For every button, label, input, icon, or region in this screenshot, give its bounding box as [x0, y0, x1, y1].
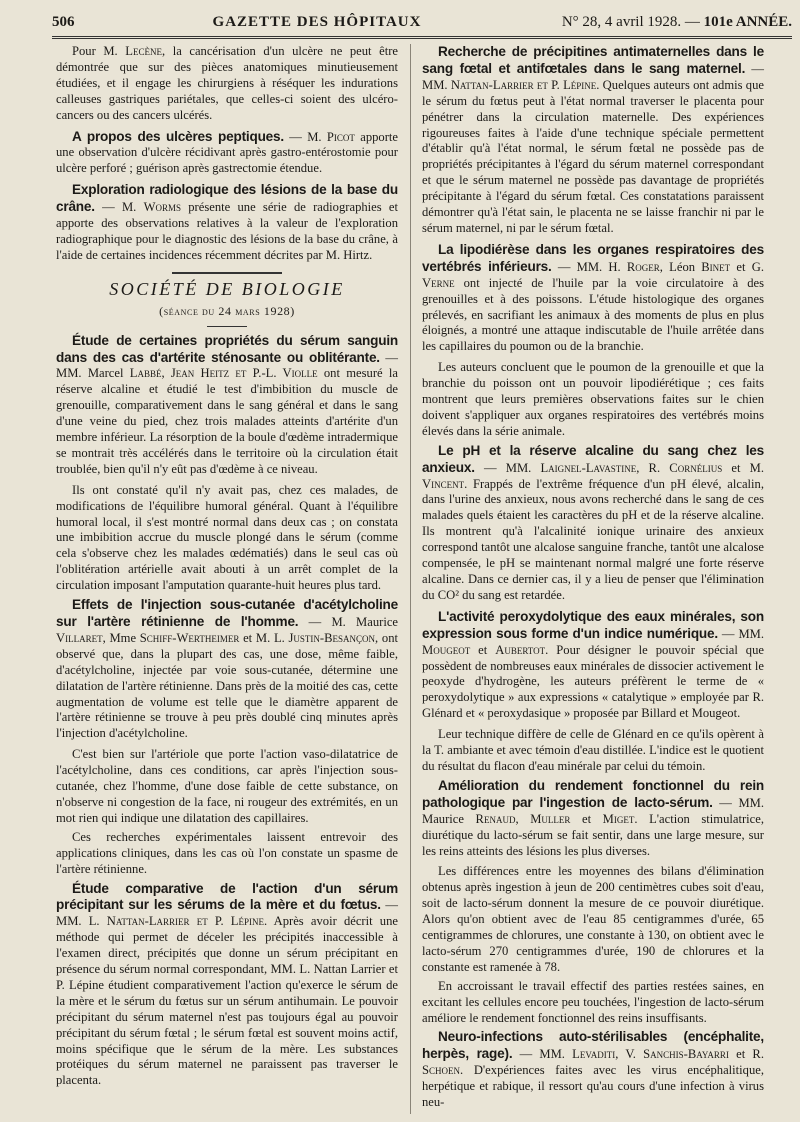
article-title: Le pH et la réserve alcaline du sang chez les anxieux. [422, 442, 764, 475]
journal-title: GAZETTE DES HÔPITAUX [212, 13, 422, 30]
article-neuro-infections: Neuro-infections auto-stérilisables (encéphalite, herpès, rage). — MM. Levaditi, V. Sanchis-Bayarri et R. Schoen. D'expériences faites avec les virus encéphalitique, herpétique et rabique, il ressort qu'au cours d'une infection à virus neu- [422, 1029, 764, 1110]
article-exploration: Exploration radiologique des lésions de la base du crâne. — M. Worms présente une série de radiographies et apporte des observations relatives à la valeur de l'exploration radiographique pour le diagnostic des lésions de la base du crâne, à l'aide de certaines incidences récemment décrites par M. Hirtz. [56, 182, 398, 262]
page-number: 506 [52, 13, 75, 30]
right-column [422, 44, 764, 1116]
article-serum-arterite: Étude de certaines propriétés du sérum sanguin dans des cas d'artérite sténosante ou oblitérante. — MM. Marcel Labbé, Jean Heitz et P.-L. Violle ont mesuré la réserve alcaline et étudié le test d'imbibition du muscle de grenouille, comparativement dans le sang général et dans le sang d'une veine du pied, chez trois malades atteints d'artérite d'un membre inférieur. La résorption de la boule d'œdème intradermique se montrait très accélérés dans le territoire où la circulation était troublée, bien qu'il n'y eût pas d'œdème à ce niveau. [56, 332, 398, 476]
article-title: Neuro-infections auto-stérilisables (encéphalite, herpès, rage). [422, 1029, 764, 1062]
article-precipitines: Recherche de précipitines antimaternelles dans le sang fœtal et antifœtales dans le sang maternel. — MM. Nattan-Larrier et P. Lépine. Quelques auteurs ont admis que le sérum du fœtus peut à l'état normal traverser le placenta pour pénétrer dans la circulation maternelle. Des expériences rigoureuses faites à l'aide d'une technique spéciale permettent d'établir qu'à l'état normal, le sérum fœtal ne possède pas de propriétés précipitantes à l'égard du sérum maternel correspondant et que le sérum maternel ne possède pas davantage de propriétés précipitante à l'égard du sérum fœtal. Ces constatations paraissent démontrer qu'à l'état sain, le placenta ne se laisse franchir ni par le sérum maternel, ni par le sérum fœtal. [422, 44, 764, 235]
paragraph: Ils ont constaté qu'il n'y avait pas, chez ces malades, de modifications de l'équilibre humoral général. Quant à l'équilibre humoral local, il s'est montré normal dans deux cas ; on constata une imbibition accrue du muscle plongé dans le sérum (comme cela s'observe chez les malades œdématiés) dans le seul cas où l'oblitération artérielle avait abouti à un arrêt complet de la circulation imposant l'amputation quarante-huit heures plus tard. [56, 482, 398, 593]
article-title: Étude comparative de l'action d'un sérum précipitant sur les sérums de la mère et du fœtus. [56, 880, 398, 913]
paragraph: En accroissant le travail effectif des parties restées saines, en excitant les cellules encore peu touchées, l'ingestion de lacto-sérum améliore le rendement fonctionnel des reins insuffisants. [422, 978, 764, 1025]
article-serum-precipitant: Étude comparative de l'action d'un sérum précipitant sur les sérums de la mère et du fœtus. — MM. L. Nattan-Larrier et P. Lépine. Après avoir décrit une méthode qui permet de déceler les précipités inaccessible à l'examen direct, précipités que donne un sérum précipitant en présence du sérum normal correspondant, MM. L. Nattan Larrier et P. Lépine étudient comparativement l'action qu'exerce le sérum de la mère et le sérum du fœtus sur un sérum antihumain. Le pouvoir précipitant du sérum maternel n'est pas toujours égal au pouvoir précipitant du sérum fœtal ; le sérum fœtal est souvent moins actif, moins spécifique que le sérum de la mère. Les substances protéiques du sérum maternel ne paraissent pas traverser le placenta. [56, 880, 398, 1088]
article-eaux-minerales: L'activité peroxydolytique des eaux minérales, son expression sous forme d'un indice numérique. — MM. Mougeot et Aubertot. Pour désigner le pouvoir spécial que possèdent de nombreuses eaux minérales de dissocier activement le peoxyde d'hydrogène, les auteurs préfèrent le terme de « peroxydolytique » aux expressions « catalytique » employée par R. Glénard et « peroxydasique » proposée par Billard et Mougeot. [422, 608, 764, 721]
paragraph-lecene: Pour M. Lecène, la cancérisation d'un ulcère ne peut être démontrée que sur des pièces anatomiques minutieusement étudiées, et il engage les chirurgiens à réséquer les indurations calleuses gastriques pariétales, que celles-ci soient des ulcéro-cancers ou des cancers ulcérés. [56, 44, 398, 122]
header-rule [52, 36, 792, 39]
column-divider [410, 44, 411, 1114]
issue-year: 101e ANNÉE. [703, 13, 792, 30]
article-ph-anxieux: Le pH et la réserve alcaline du sang chez les anxieux. — MM. Laignel-Lavastine, R. Cornélius et M. Vincent. Frappés de l'extrême fréquence d'un pH élevé, alcalin, dans l'urine des anxieux, nous avons recherché dans le sang de ces malades quels étaient les caractères du pH et de la réserve alcaline. Ils montrent qu'à l'alcalinité ionique urinaire des anxieux correspond tantôt une alcalose sanguine franche, tantôt une alcalose compensée, le pH se maintenant normal malgré une forte réserve alcaline. Dans ce dernier cas, il y a lieu de penser que l'élimination du CO² du sang est retardée. [422, 442, 764, 602]
article-title: Amélioration du rendement fonctionnel du rein pathologique par l'ingestion de lacto-sérum. [422, 777, 764, 810]
article-title: Recherche de précipitines antimaternelles dans le sang fœtal et antifœtales dans le sang maternel. [422, 44, 764, 76]
article-lacto-serum: Amélioration du rendement fonctionnel du rein pathologique par l'ingestion de lacto-sérum. — MM. Maurice Renaud, Muller et Miget. L'action stimulatrice, diurétique du lacto-sérum se fait sentir, dans une large mesure, sur les reins atteints des lésions les plus diverses. [422, 777, 765, 858]
paragraph: Ces recherches expérimentales laissent entrevoir des applications cliniques, dans les cas où l'on constate un spasme de l'artère rétinienne. [56, 829, 398, 876]
article-title: Exploration radiologique des lésions de la base du crâne. [56, 182, 398, 215]
left-column [56, 44, 398, 1094]
article-title: A propos des ulcères peptiques. [72, 128, 284, 144]
society-title: SOCIÉTÉ DE BIOLOGIE [109, 278, 345, 299]
article-title: L'activité peroxydolytique des eaux minérales, son expression sous forme d'un indice numérique. [422, 608, 764, 641]
issue-info [522, 14, 792, 31]
paragraph: Les différences entre les moyennes des bilans d'élimination obtenus après ingestion à jeun de 200 centimètres cubes soit d'eau, soit de lacto-sérum donnent la mesure de ce pouvoir diurétique. Alors qu'on obtient avec de l'eau 85 centigrammes d'urée, 65 centigrammes de chlorures, une constante à 130, on obtient avec le lacto-sérum 270 centigrammes d'urée, 190 de chlorures et la constante est ramenée à 78. [422, 864, 764, 974]
article-lipodierese: La lipodiérèse dans les organes respiratoires des vertébrés inférieurs. — MM. H. Roger, Léon Binet et G. Verne ont injecté de l'huile par la voie circulatoire à des grenouilles et à des poissons. L'étude histologique des organes prélevés, en sacrifiant les animaux à des moments de plus en plus éloignés, a montré une attaque indiscutable de l'huile arrêtée dans les capillaires du poumon ou de la branchie. [422, 241, 764, 354]
paragraph: C'est bien sur l'artériole que porte l'action vaso-dilatatrice de l'acétylcholine, dans ces conditions, car après l'injection sous-cutanée, chez l'homme, d'une dose faible de cette substance, on n'observe ni congestion de la face, ni rougeur des extrémités, en un mot rien qui indique une dilatation des capillaires. [56, 747, 398, 825]
section-rule [172, 272, 282, 274]
article-title: Étude de certaines propriétés du sérum sanguin dans des cas d'artérite sténosante ou oblitérante. [56, 332, 398, 365]
paragraph: Leur technique diffère de celle de Glénard en ce qu'ils opèrent à la T. ambiante et avec témoin d'eau distillée. L'indice est le quotient du résultat du flacon d'eau minérale par celui du témoin. [422, 727, 764, 773]
section-rule-small [207, 326, 247, 327]
article-title: Effets de l'injection sous-cutanée d'acétylcholine sur l'artère rétinienne de l'homme. [56, 597, 398, 629]
article-acetylcholine: Effets de l'injection sous-cutanée d'acétylcholine sur l'artère rétinienne de l'homme. — M. Maurice Villaret, Mme Schiff-Wertheimer et M. L. Justin-Besançon, ont observé que, dans la plupart des cas, une dose, même faible, d'acétylcholine, injectée par voie sous-cutanée, détermine une dilatation de l'artère rétinienne. Dans près de la moitié des cas, cette augmentation de volume est telle que le diamètre apparent de l'artère rétinienne se trouve à peu près doublé cinq minutes après l'injection d'acétylcholine. [56, 597, 399, 741]
society-section-header [56, 272, 398, 327]
session-date: (séance du 24 mars 1928) [159, 303, 295, 318]
article-title: La lipodiérèse dans les organes respiratoires des vertébrés inférieurs. [422, 241, 764, 274]
paragraph: Les auteurs concluent que le poumon de la grenouille et que la branchie du poisson ont un pouvoir lipodiérétique ; ces faits montrent que leurs premières observations faites sur le chien doivent s'appliquer aux organes respiratoires des vertébrés moins élevés dans la série animale. [422, 360, 764, 438]
article-ulceres: A propos des ulcères peptiques. — M. Picot apporte une observation d'ulcère récidivant après gastro-entérostomie pour ulcère perforé ; guérison après gastrectomie étendue. [56, 128, 398, 176]
issue-date: N° 28, 4 avril 1928. — [561, 13, 700, 30]
page-header [52, 10, 792, 34]
